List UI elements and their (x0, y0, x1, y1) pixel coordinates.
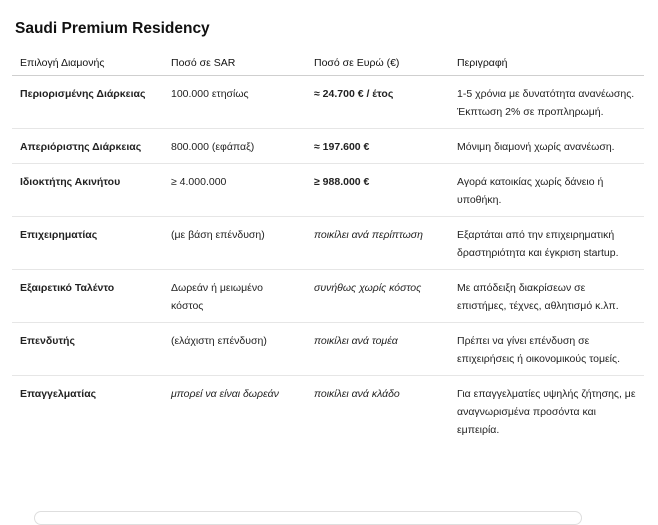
cell-eur: ποικίλει ανά τομέα (306, 323, 449, 376)
table-header-row (12, 50, 644, 76)
cell-option: Ιδιοκτήτης Ακινήτου (12, 164, 163, 217)
cell-eur: ≈ 197.600 € (306, 129, 449, 164)
cell-description: Αγορά κατοικίας χωρίς δάνειο ή υποθήκη. (449, 164, 644, 217)
header-eur: Ποσό σε Ευρώ (€) (306, 50, 449, 76)
table-row (12, 76, 644, 129)
cell-eur: ≈ 24.700 € / έτος (306, 76, 449, 129)
cell-option: Επενδυτής (12, 323, 163, 376)
cell-option: Απεριόριστης Διάρκειας (12, 129, 163, 164)
table-row (12, 217, 644, 270)
cell-eur: ποικίλει ανά κλάδο (314, 388, 400, 400)
cell-description: Για επαγγελματίες υψηλής ζήτησης, με αναγνωρισμένα προσόντα και εμπειρία. (457, 388, 636, 436)
cell-sar: μπορεί να είναι δωρεάν (171, 388, 279, 400)
cell-sar: 100.000 ετησίως (163, 76, 306, 129)
cell-eur: ≥ 988.000 € (306, 164, 449, 217)
cell-option: Περιορισμένης Διάρκειας (12, 76, 163, 129)
cell-option: Επαγγελματίας (20, 388, 97, 400)
table-row (12, 164, 644, 217)
header-option: Επιλογή Διαμονής (12, 50, 163, 76)
cell-sar: 800.000 (εφάπαξ) (163, 129, 306, 164)
cell-description: Με απόδειξη διακρίσεων σε επιστήμες, τέχνες, αθλητισμό κ.λπ. (449, 270, 644, 323)
cell-description: Εξαρτάται από την επιχειρηματική δραστηριότητα και έγκριση startup. (449, 217, 644, 270)
table-row (12, 129, 644, 164)
cell-sar: ≥ 4.000.000 (163, 164, 306, 217)
cell-option: Εξαιρετικό Ταλέντο (12, 270, 163, 323)
cell-sar: (ελάχιστη επένδυση) (163, 323, 306, 376)
cell-description: 1-5 χρόνια με δυνατότητα ανανέωσης. Έκπτωση 2% σε προπληρωμή. (449, 76, 644, 129)
cell-eur: ποικίλει ανά περίπτωση (306, 217, 449, 270)
cell-description: Μόνιμη διαμονή χωρίς ανανέωση. (449, 129, 644, 164)
header-description: Περιγραφή (449, 50, 644, 76)
table-row (12, 376, 644, 447)
cell-description: Πρέπει να γίνει επένδυση σε επιχειρήσεις ή οικονομικούς τομείς. (449, 323, 644, 376)
cell-sar: Δωρεάν ή μειωμένο κόστος (163, 270, 306, 323)
table-row (12, 270, 644, 323)
table-row (12, 323, 644, 376)
message-input-edge[interactable] (34, 511, 582, 525)
page-title: Saudi Premium Residency (15, 20, 210, 37)
cell-option: Επιχειρηματίας (12, 217, 163, 270)
cell-sar: (με βάση επένδυση) (163, 217, 306, 270)
residency-options-table (12, 50, 644, 446)
header-sar: Ποσό σε SAR (163, 50, 306, 76)
cell-eur: συνήθως χωρίς κόστος (306, 270, 449, 323)
